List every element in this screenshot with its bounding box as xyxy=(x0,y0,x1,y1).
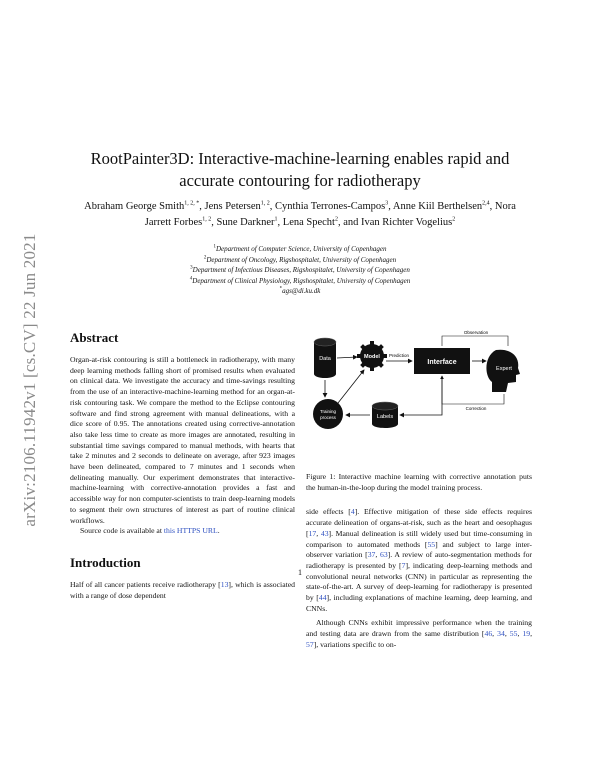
process-label: process xyxy=(320,415,336,420)
citation-link[interactable]: 4 xyxy=(350,507,355,517)
citation-link[interactable]: 19 xyxy=(522,629,531,639)
introduction-heading: Introduction xyxy=(70,554,141,570)
title-line-2: accurate contouring for radiotherapy xyxy=(179,171,421,190)
expert-label: Expert xyxy=(496,366,512,372)
email: *ags@di.ku.dk xyxy=(279,287,321,296)
author: Ivan Richter Vogelius$^2$ xyxy=(361,216,456,228)
author: Lena Specht$^2$ xyxy=(282,216,338,228)
paper-title xyxy=(70,148,530,192)
training-process-icon xyxy=(313,399,343,429)
affiliation: $^1$Department of Computer Science, University of Copenhagen xyxy=(213,244,387,253)
interface-box xyxy=(414,348,470,374)
citation-link[interactable]: 37 xyxy=(367,550,376,560)
affiliations xyxy=(70,244,530,297)
model-label: Model xyxy=(364,354,380,360)
figure-1 xyxy=(306,330,532,450)
citation-link[interactable]: 57 xyxy=(306,639,314,649)
interactive-ml-diagram xyxy=(306,330,532,450)
figure-caption: Figure 1: Interactive machine learning with corrective annotation puts the human-in-the-loop during the model training process. xyxy=(306,472,532,492)
training-label: Training xyxy=(319,409,337,414)
right-paragraph-2: Although CNNs exhibit impressive performance when the training and testing data are drawn from the same distribution [46, 34, 55, 19, 57], variations specific to on- xyxy=(306,618,533,649)
prediction-label: Prediction xyxy=(388,353,410,358)
labels-cylinder-icon xyxy=(372,402,398,428)
source-code-link[interactable]: this HTTPS URL xyxy=(163,526,218,536)
citation-link[interactable]: 13 xyxy=(220,579,229,589)
author: Jens Petersen$^{1, 2}$ xyxy=(204,200,270,212)
source-code-note: Source code is available at this HTTPS URL. xyxy=(80,526,220,536)
correction-label: Correction xyxy=(465,406,487,411)
observation-label: Observation xyxy=(463,330,489,335)
author-list: Abraham George Smith$^{1, 2, *}$, Jens Petersen$^{1, 2}$, Cynthia Terrones-Campos$^3$, Anne Kiil Berthelsen$^{2,4}$, Nora Jarrett Forbes$^{1, 2}$, Sune Darkner$^1$, Lena Specht$^2$, and Ivan Richter Vogelius$^2$ xyxy=(84,200,516,228)
author: Sune Darkner$^1$ xyxy=(216,216,278,228)
citation-link[interactable]: 43 xyxy=(320,528,329,538)
interface-label: Interface xyxy=(427,359,457,366)
right-paragraph-1: side effects [4]. Effective mitigation of these side effects requires accurate delineation of organs-at-risk, such as the heart and oesophagus [17, 43]. Manual delineation is still widely used but time-consuming in comparison to automated methods [55] and subject to large inter-observer variation [37, 63]. A review of auto-segmentation methods for radiotherapy is presented by [7], indicating deep-learning methods and convolutional neural networks (CNN) in particular as representing the state-of-the-art. A survey of deep-learning for radiotherapy is presented by [44], including explanations of machine learning, deep learning, and CNNs. xyxy=(306,507,533,613)
author: Nora Jarrett Forbes$^{1, 2}$ xyxy=(144,201,516,228)
abstract-heading: Abstract xyxy=(70,330,119,345)
citation-link[interactable]: 55 xyxy=(427,539,436,549)
intro-paragraph: Half of all cancer patients receive radiotherapy [13], which is associated with a range of dose dependent xyxy=(70,579,295,600)
citation-link[interactable]: 7 xyxy=(401,560,406,570)
abstract-body: Organ-at-risk contouring is still a bottleneck in radiotherapy, with many deep learning methods falling short of promised results when evaluated on clinical data. We investigate the accuracy and time-savings resulting from the use of an interactive-machine-learning method for an organ-at-risk contouring task. We compare the method to the Eclipse contouring software and find strong agreement with manual delineations, with a dice score of 0.95. The annotations created using corrective-annotation also take less time to create as more images are annotated, resulting in substantial time savings compared to manual methods, with hearts that take 2 minutes and 2 seconds to delineate on average, after 923 images have been delineated, compared to 7 minutes and 1 seconds when delineating manually. Our experiment demonstrates that interactive-machine-learning with corrective-annotation provides a fast and accessible way for non computer-scientists to train deep-learning models to segment their own structures of interest as part of routine clinical workflows. xyxy=(70,355,295,525)
citation-link[interactable]: 34 xyxy=(497,629,505,639)
left-column xyxy=(70,330,295,601)
model-gear-icon xyxy=(357,341,387,371)
arxiv-id: arXiv:2106.11942v1 [cs.CV] 22 Jun 2021 xyxy=(20,233,39,527)
expert-head-icon xyxy=(486,350,520,392)
citation-link[interactable]: 17 xyxy=(308,528,317,538)
citation-link[interactable]: 63 xyxy=(379,550,388,560)
arxiv-watermark xyxy=(0,200,60,560)
affiliation: $^4$Department of Clinical Physiology, Rigshospitalet, University of Copenhagen xyxy=(189,276,411,285)
data-cylinder-icon xyxy=(314,338,336,378)
labels-label: Labels xyxy=(376,414,394,420)
citation-link[interactable]: 44 xyxy=(318,593,327,603)
data-label: Data xyxy=(319,356,331,362)
author: Abraham George Smith$^{1, 2, *}$ xyxy=(84,200,200,212)
page-number: 1 xyxy=(298,568,302,577)
author: Anne Kiil Berthelsen$^{2,4}$ xyxy=(392,200,490,212)
title-line-1: RootPainter3D: Interactive-machine-learning enables rapid and xyxy=(90,149,510,168)
citation-link[interactable]: 55 xyxy=(509,629,518,639)
right-column xyxy=(306,330,532,651)
affiliation: $^3$Department of Infectious Diseases, Rigshospitalet, University of Copenhagen xyxy=(190,265,410,275)
affiliation: $^2$Department of Oncology, Rigshospitalet, University of Copenhagen xyxy=(203,255,397,264)
author: Cynthia Terrones-Campos$^3$ xyxy=(275,200,389,212)
citation-link[interactable]: 46 xyxy=(484,629,493,639)
